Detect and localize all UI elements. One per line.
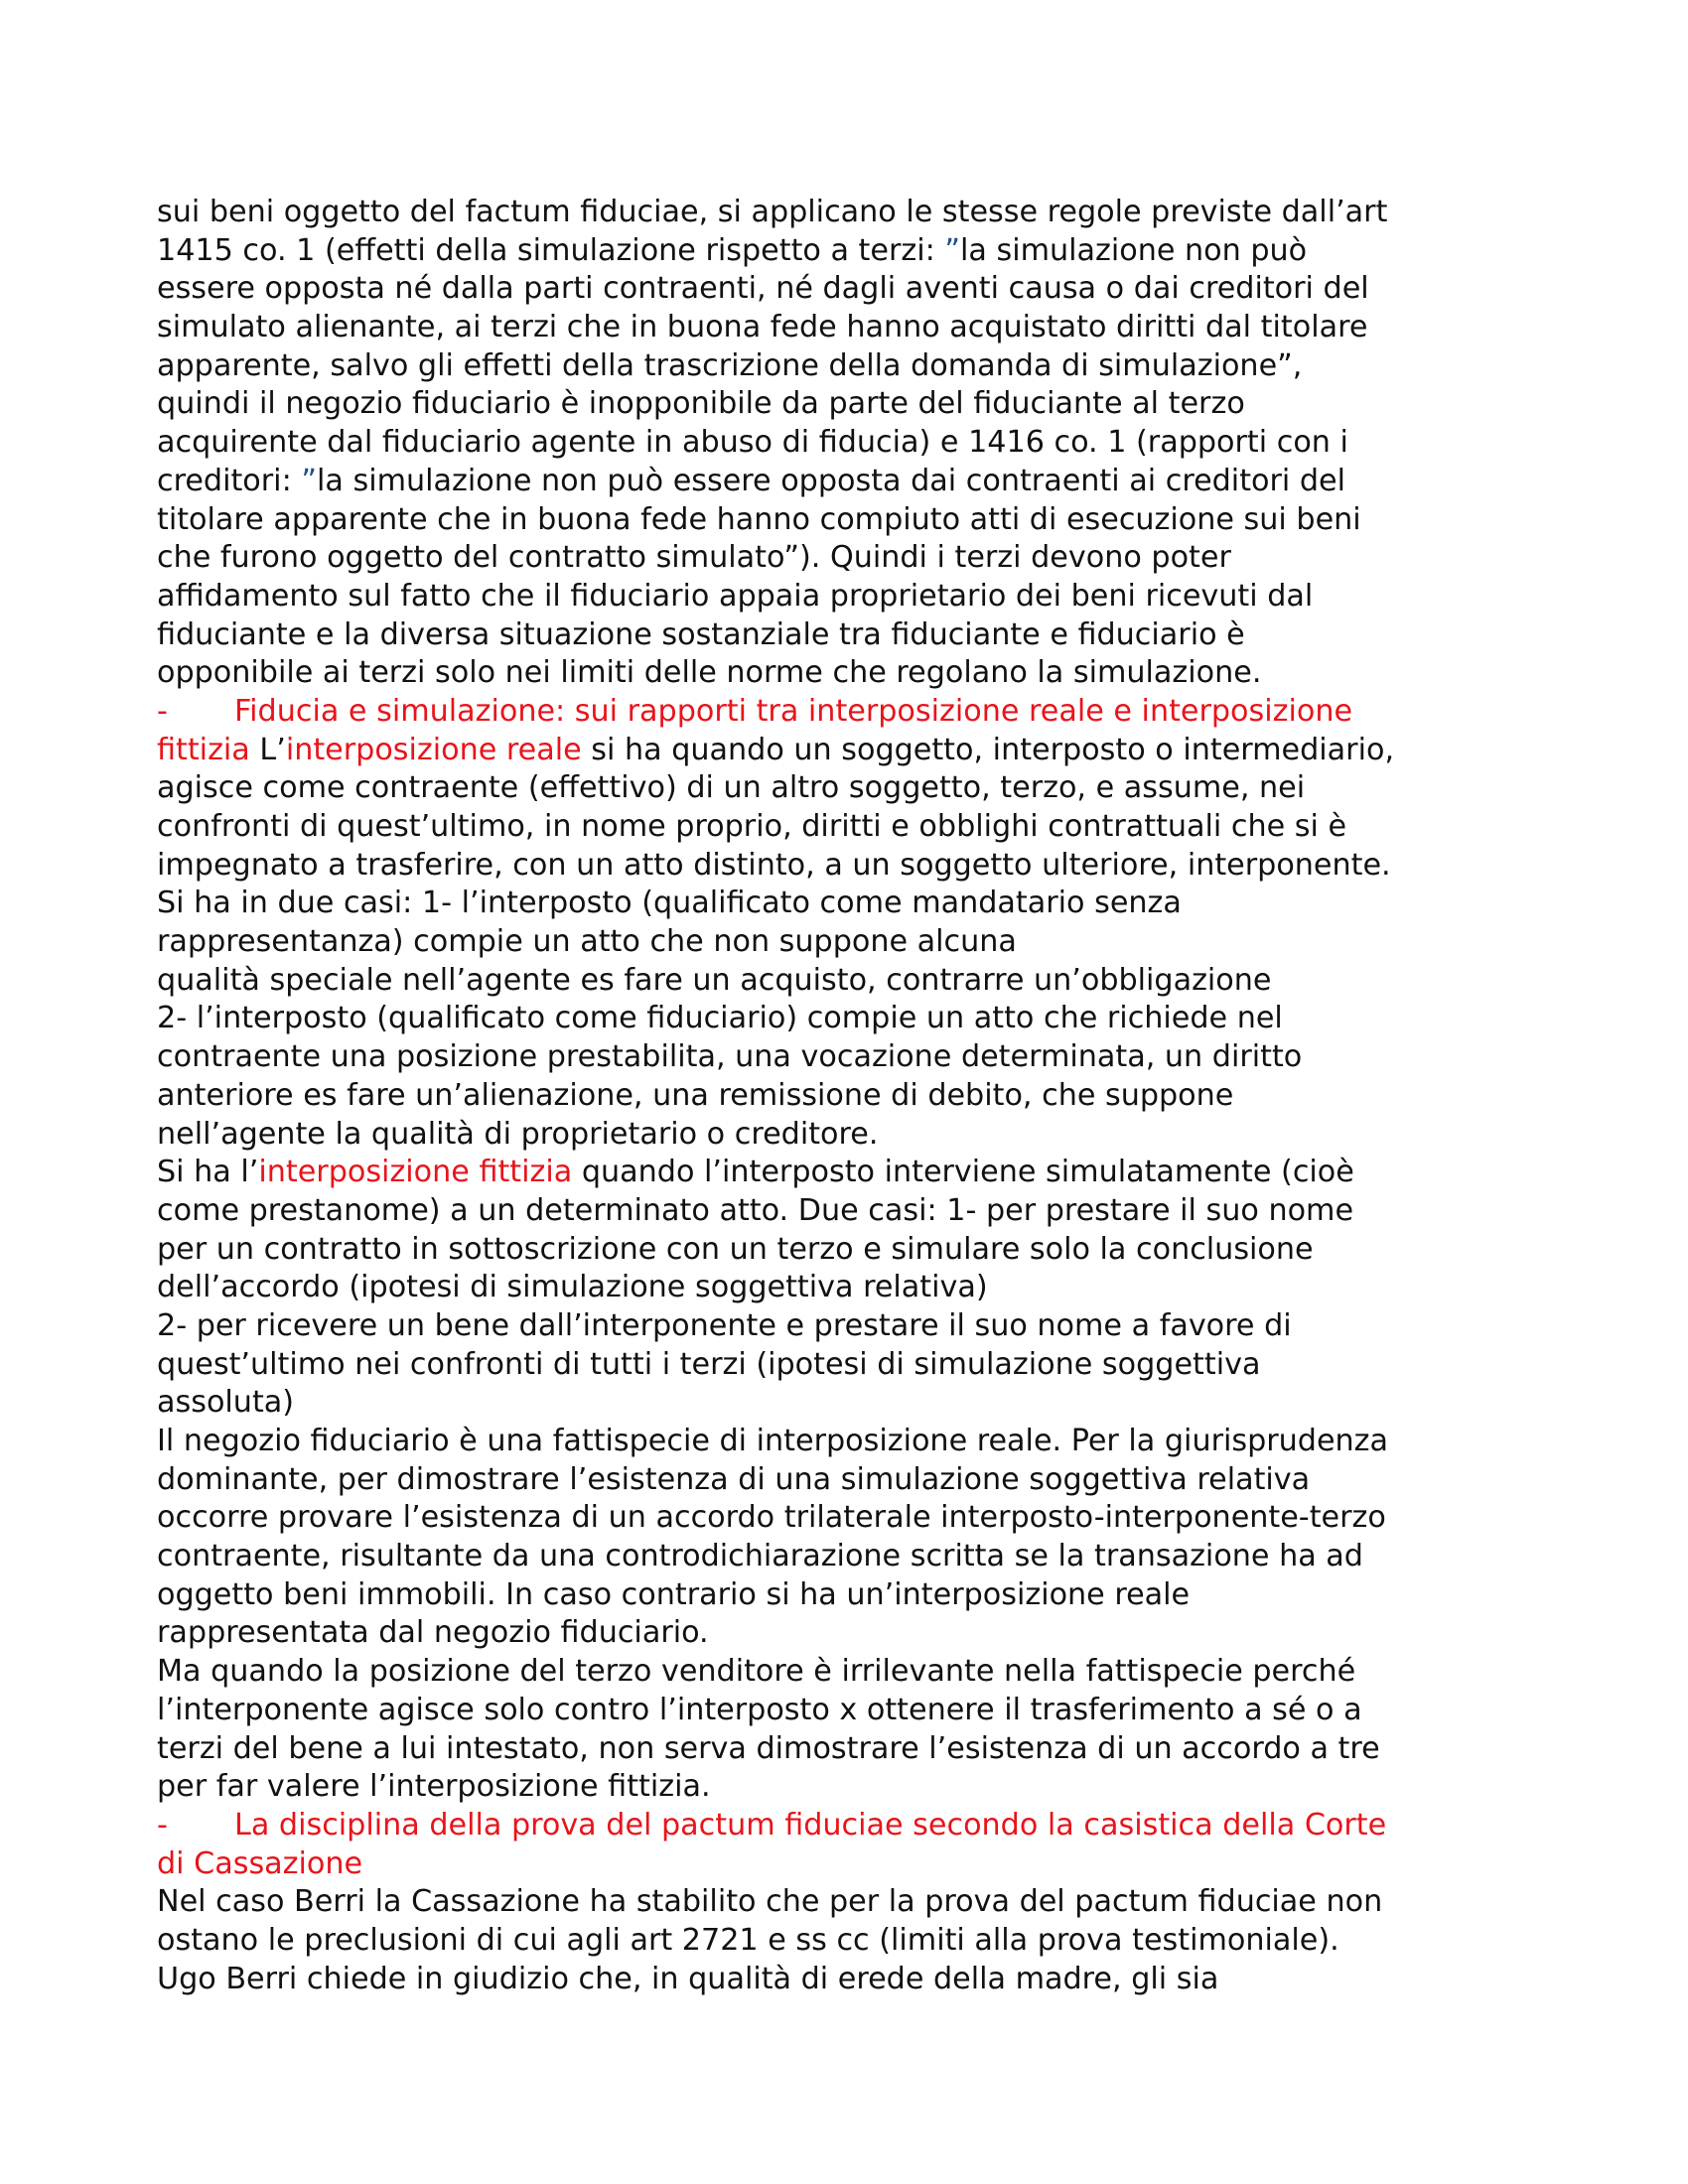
text-line xyxy=(157,539,1547,578)
text-segment: Ugo Berri chiede in giudizio che, in qualità di erede della madre, gli sia xyxy=(157,1961,1219,1996)
text-segment: si ha quando un soggetto, interposto o intermediario, xyxy=(581,732,1395,767)
text-segment: confronti di quest’ultimo, in nome proprio, diritti e obblighi contrattuali che si è xyxy=(157,809,1347,844)
text-segment: quando l’interposto interviene simulatamente (cioè xyxy=(572,1155,1354,1190)
text-line xyxy=(157,885,1547,923)
text-line xyxy=(157,1154,1547,1192)
text-line xyxy=(157,1269,1547,1307)
text-line xyxy=(157,1384,1547,1423)
text-line xyxy=(157,1000,1547,1038)
text-segment: Si ha in due casi: 1- l’interposto (qualificato come mandatario senza xyxy=(157,886,1182,921)
text-segment: fiduciante e la diversa situazione sostanziale tra fiduciante e fiduciario è xyxy=(157,616,1245,652)
text-segment: oggetto beni immobili. In caso contrario si ha un’interposizione reale xyxy=(157,1576,1191,1612)
text-segment: contraente una posizione prestabilita, una vocazione determinata, un diritto xyxy=(157,1039,1303,1075)
text-segment: dell’accordo (ipotesi di simulazione soggettiva relativa) xyxy=(157,1270,988,1305)
text-line xyxy=(157,962,1547,1001)
text-line xyxy=(157,270,1547,309)
list-bullet-dash: - xyxy=(157,693,168,729)
text-segment: essere opposta né dalla parti contraenti, né dagli aventi causa o dai creditori del xyxy=(157,271,1369,307)
text-segment: Il negozio fiduciario è una fattispecie di interposizione reale. Per la giurisprudenza xyxy=(157,1424,1389,1458)
text-segment: acquirente dal fiduciario agente in abuso di fiducia) e 1416 co. 1 (rapporti con i xyxy=(157,425,1348,461)
text-segment: impegnato a trasferire, con un atto distinto, a un soggetto ulteriore, interponente. xyxy=(157,847,1391,883)
highlighted-text: La disciplina della prova del pactum fiduciae secondo la casistica della Corte xyxy=(234,1807,1387,1843)
text-line xyxy=(157,1538,1547,1576)
text-segment: che furono oggetto del contratto simulato”). Quindi i terzi devono poter xyxy=(157,540,1231,576)
text-line xyxy=(157,808,1547,847)
text-line xyxy=(157,1423,1547,1461)
text-line xyxy=(157,732,1547,770)
text-line xyxy=(157,578,1547,616)
text-segment: assoluta) xyxy=(157,1385,295,1421)
text-line xyxy=(157,1116,1547,1155)
highlighted-text: di Cassazione xyxy=(157,1845,363,1881)
text-line xyxy=(157,501,1547,540)
text-segment: anteriore es fare un’alienazione, una remissione di debito, che suppone xyxy=(157,1077,1234,1113)
text-segment: rappresentanza) compie un atto che non suppone alcuna xyxy=(157,924,1017,960)
text-line xyxy=(157,1231,1547,1270)
text-segment: ostano le preclusioni di cui agli art 2721 e ss cc (limiti alla prova testimoniale). xyxy=(157,1922,1339,1958)
text-line xyxy=(157,923,1547,962)
text-segment: quindi il negozio fiduciario è inopponibile da parte del fiduciante al terzo xyxy=(157,386,1245,422)
document-page xyxy=(157,194,1547,1998)
text-line xyxy=(157,1807,1547,1845)
text-segment: L’ xyxy=(249,732,286,767)
text-segment: Nel caso Berri la Cassazione ha stabilito che per la prova del pactum fiduciae non xyxy=(157,1884,1383,1920)
text-line xyxy=(157,1845,1547,1884)
text-line xyxy=(157,1077,1547,1116)
text-line xyxy=(157,1576,1547,1615)
highlighted-text: interposizione fittizia xyxy=(258,1155,573,1190)
text-segment: contraente, risultante da una controdichiarazione scritta se la transazione ha ad xyxy=(157,1539,1363,1574)
text-segment: affidamento sul fatto che il fiduciario appaia proprietario dei beni ricevuti dal xyxy=(157,578,1314,614)
text-line xyxy=(157,693,1547,732)
text-line xyxy=(157,1768,1547,1807)
text-line xyxy=(157,385,1547,424)
highlighted-text: fittizia xyxy=(157,732,250,767)
highlighted-text: Fiducia e simulazione: sui rapporti tra interposizione reale e interposizione xyxy=(234,693,1353,729)
text-line xyxy=(157,1730,1547,1769)
text-segment: rappresentata dal negozio fiduciario. xyxy=(157,1615,709,1651)
text-segment: opponibile ai terzi solo nei limiti delle norme che regolano la simulazione. xyxy=(157,655,1262,691)
text-segment: Si ha l’ xyxy=(157,1155,259,1190)
text-line xyxy=(157,1346,1547,1385)
text-segment: nell’agente la qualità di proprietario o creditore. xyxy=(157,1116,879,1152)
text-line xyxy=(157,616,1547,655)
text-line xyxy=(157,1461,1547,1500)
text-line xyxy=(157,654,1547,693)
text-line xyxy=(157,309,1547,347)
text-segment: terzi del bene a lui intestato, non serva dimostrare l’esistenza di un accordo a tre xyxy=(157,1730,1380,1766)
text-line xyxy=(157,1499,1547,1538)
text-segment: la simulazione non può xyxy=(960,232,1308,268)
text-line xyxy=(157,1038,1547,1077)
text-segment: la simulazione non può essere opposta dai contraenti ai creditori del xyxy=(316,463,1346,498)
text-line xyxy=(157,1961,1547,1999)
text-line xyxy=(157,1653,1547,1692)
text-segment: 2- per ricevere un bene dall’interponente e prestare il suo nome a favore di xyxy=(157,1307,1292,1343)
text-segment: 2- l’interposto (qualificato come fiduciario) compie un atto che richiede nel xyxy=(157,1001,1283,1036)
text-segment: ” xyxy=(944,232,961,268)
text-segment: sui beni oggetto del factum fiduciae, si applicano le stesse regole previste dall’art xyxy=(157,195,1388,229)
text-segment: qualità speciale nell’agente es fare un acquisto, contrarre un’obbligazione xyxy=(157,962,1272,998)
text-segment: simulato alienante, ai terzi che in buona fede hanno acquistato diritti dal titolare xyxy=(157,310,1368,345)
text-segment: Ma quando la posizione del terzo venditore è irrilevante nella fattispecie perché xyxy=(157,1654,1356,1690)
text-segment: 1415 co. 1 (effetti della simulazione rispetto a terzi: xyxy=(157,232,945,268)
text-segment: l’interponente agisce solo contro l’interposto x ottenere il trasferimento a sé o a xyxy=(157,1692,1362,1727)
text-segment: quest’ultimo nei confronti di tutti i terzi (ipotesi di simulazione soggettiva xyxy=(157,1346,1261,1382)
text-segment: come prestanome) a un determinato atto. Due casi: 1- per prestare il suo nome xyxy=(157,1192,1354,1228)
text-line xyxy=(157,769,1547,808)
text-line xyxy=(157,1192,1547,1231)
text-segment: occorre provare l’esistenza di un accordo trilaterale interposto-interponente-terzo xyxy=(157,1500,1386,1536)
text-segment: creditori: xyxy=(157,463,302,498)
list-bullet-dash: - xyxy=(157,1807,168,1843)
highlighted-text: interposizione reale xyxy=(285,732,582,767)
text-line xyxy=(157,194,1547,232)
text-segment: ” xyxy=(301,463,317,498)
text-line xyxy=(157,424,1547,463)
text-segment: dominante, per dimostrare l’esistenza di una simulazione soggettiva relativa xyxy=(157,1461,1311,1497)
text-segment: agisce come contraente (effettivo) di un altro soggetto, terzo, e assume, nei xyxy=(157,770,1306,806)
text-segment: apparente, salvo gli effetti della trascrizione della domanda di simulazione”, xyxy=(157,347,1303,383)
text-line xyxy=(157,347,1547,386)
text-line xyxy=(157,1614,1547,1653)
text-line xyxy=(157,1307,1547,1346)
text-line xyxy=(157,1883,1547,1922)
text-segment: per un contratto in sottoscrizione con un terzo e simulare solo la conclusione xyxy=(157,1231,1314,1267)
text-line xyxy=(157,1922,1547,1961)
text-line xyxy=(157,232,1547,271)
text-segment: per far valere l’interposizione fittizia. xyxy=(157,1769,711,1805)
text-segment: titolare apparente che in buona fede hanno compiuto atti di esecuzione sui beni xyxy=(157,501,1361,537)
text-line xyxy=(157,847,1547,886)
text-line xyxy=(157,1692,1547,1730)
text-line xyxy=(157,463,1547,501)
